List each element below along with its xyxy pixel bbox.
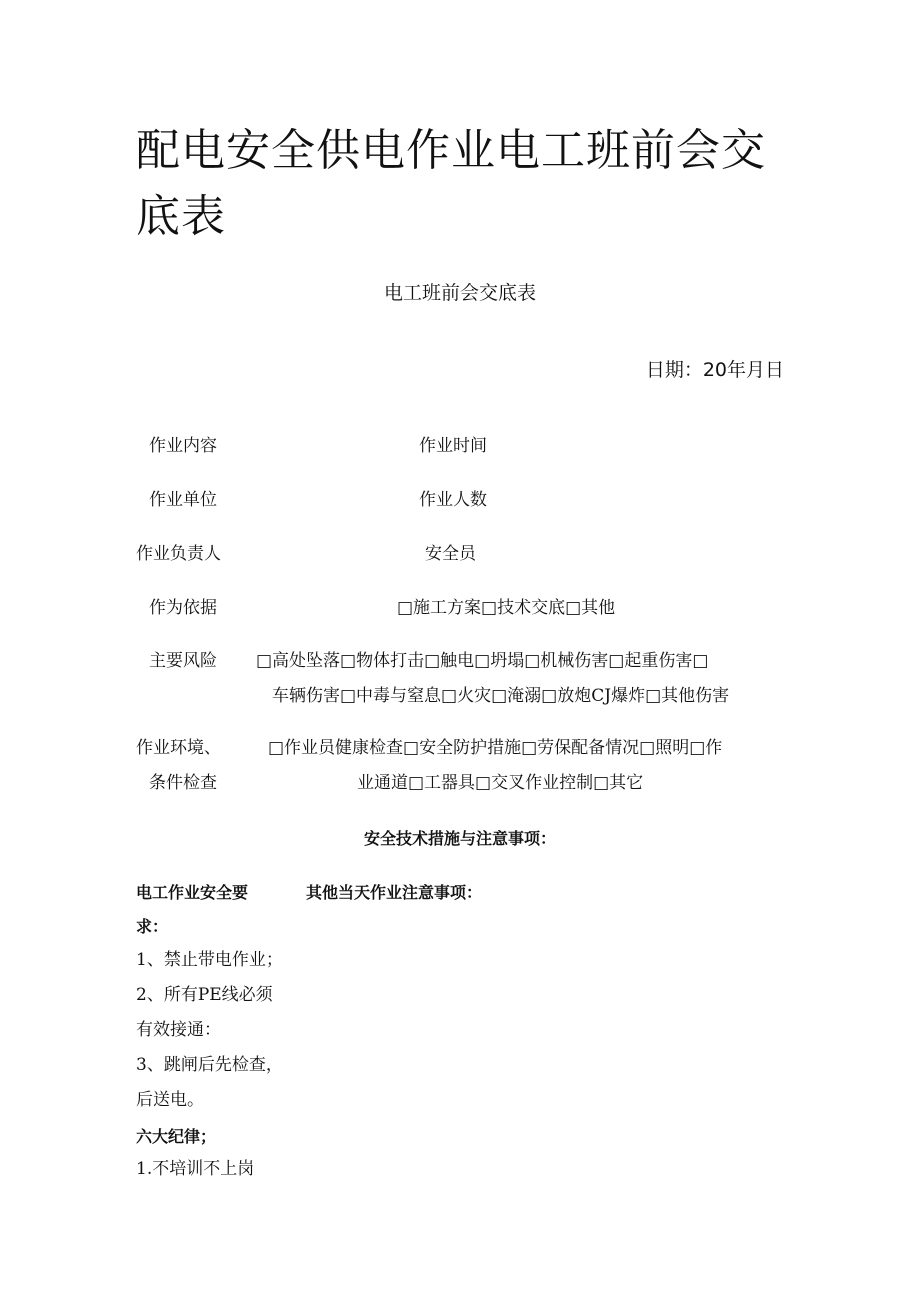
work-leader-label: 作业负责人 xyxy=(136,544,221,564)
requirement-item-3: 3、跳闸后先检查， xyxy=(136,1055,283,1075)
work-time-label: 作业时间 xyxy=(419,436,487,456)
discipline-item-1: 1.不培训不上岗 xyxy=(136,1159,255,1179)
form-subtitle: 电工班前会交底表 xyxy=(383,282,536,304)
date-line: 日期：20年月日 xyxy=(645,359,784,381)
safety-officer-label: 安全员 xyxy=(425,544,476,564)
risk-options-line2: 车辆伤害□中毒与窒息□火灾□淹溺□放炮CJ爆炸□其他伤害 xyxy=(272,686,730,706)
requirement-item-1: 1、禁止带电作业； xyxy=(136,950,283,970)
document-title: 配电安全供电作业电工班前会交底表 xyxy=(136,125,766,242)
work-count-label: 作业人数 xyxy=(419,490,487,510)
env-label-line2: 条件检查 xyxy=(149,773,217,793)
basis-options: □施工方案□技术交底□其他 xyxy=(397,598,616,618)
requirement-item-2: 2、所有PE线必须 xyxy=(136,985,273,1005)
requirement-item-3-cont: 后送电。 xyxy=(136,1090,204,1110)
risk-label: 主要风险 xyxy=(149,651,217,671)
env-options-line1: □作业员健康检查□安全防护措施□劳保配备情况□照明□作 xyxy=(268,738,723,758)
work-unit-label: 作业单位 xyxy=(149,490,217,510)
electrical-requirements-heading-cont: 求： xyxy=(136,917,169,936)
risk-options-line1: □高处坠落□物体打击□触电□坍塌□机械伤害□起重伤害□ xyxy=(256,651,709,671)
basis-label: 作为依据 xyxy=(149,598,217,618)
env-label-line1: 作业环境、 xyxy=(136,738,221,758)
electrical-requirements-heading: 电工作业安全要 xyxy=(136,883,249,902)
measures-heading: 安全技术措施与注意事项： xyxy=(363,829,556,848)
env-options-line2: 业通道□工器具□交叉作业控制□其它 xyxy=(357,773,644,793)
discipline-heading: 六大纪律； xyxy=(136,1127,217,1146)
work-content-label: 作业内容 xyxy=(149,436,217,456)
other-notes-heading: 其他当天作业注意事项： xyxy=(306,883,483,902)
requirement-item-2-cont: 有效接通： xyxy=(136,1020,221,1040)
